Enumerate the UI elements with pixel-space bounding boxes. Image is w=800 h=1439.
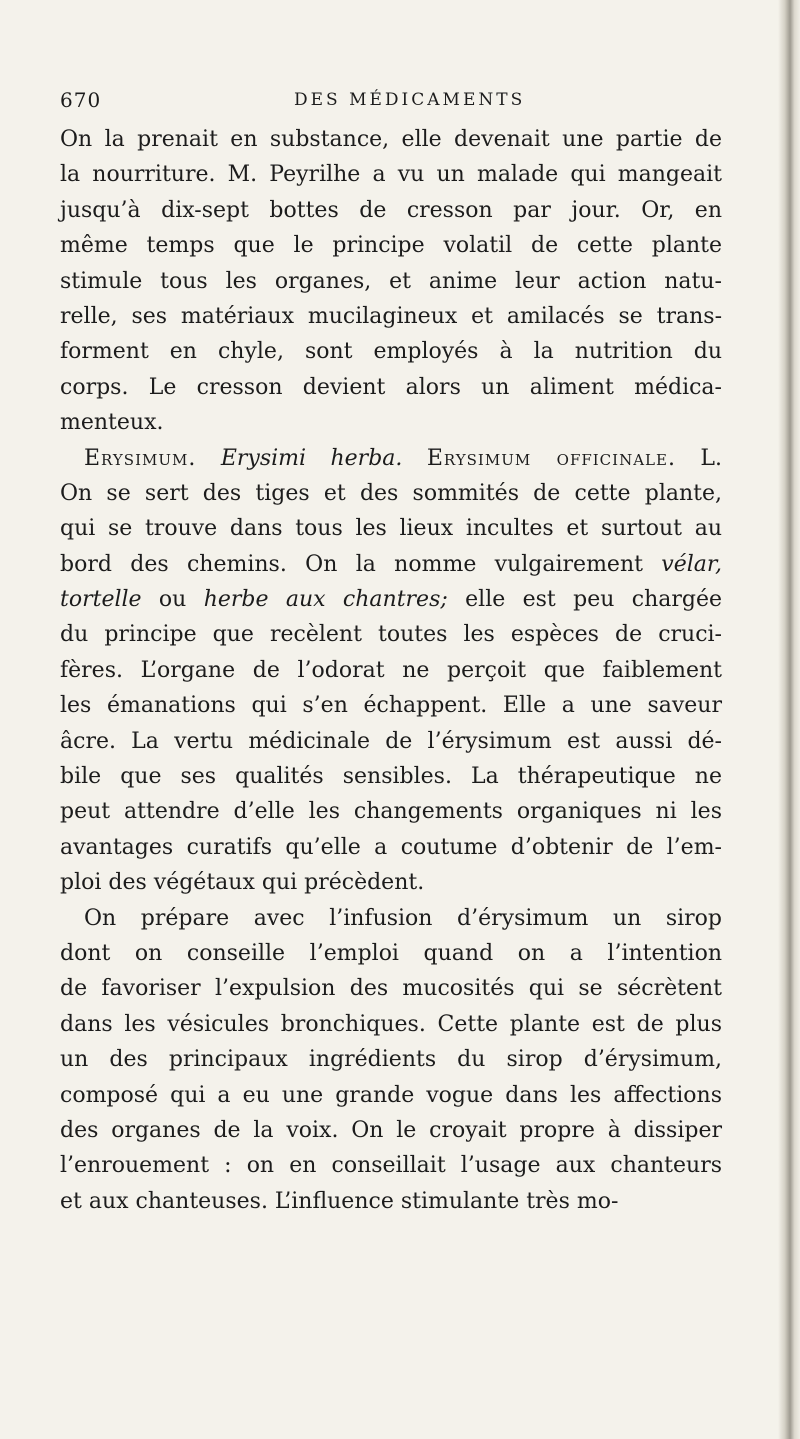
small-caps-term: Erysimum.: [84, 445, 197, 471]
text-line: des organes de la voix. On le croyait propre à dissiper: [60, 1117, 722, 1143]
text-segment: L.: [675, 445, 722, 471]
text-line: On se sert des tiges et des sommités de cette plante,: [60, 480, 722, 506]
italic-term: Erysimi herba.: [220, 445, 403, 471]
text-line: âcre. La vertu médicinale de l’érysimum est aussi dé-: [60, 728, 722, 754]
text-line: bile que ses qualités sensibles. La thérapeutique ne: [60, 764, 722, 790]
text-line: composé qui a eu une grande vogue dans les affections: [60, 1082, 722, 1108]
text-line: forment en chyle, sont employés à la nutrition du: [60, 339, 722, 365]
page-header: [60, 88, 720, 118]
text-line: fères. L’organe de l’odorat ne perçoit que faiblement: [60, 657, 722, 683]
text-line: la nourriture. M. Peyrilhe a vu un malade qui mangeait: [60, 162, 722, 188]
text-line: relle, ses matériaux mucilagineux et amilacés se trans-: [60, 303, 722, 329]
text-segment: [402, 446, 426, 471]
italic-term: herbe aux chantres;: [203, 587, 448, 613]
italic-term: tortelle: [60, 587, 142, 613]
text-line: peut attendre d’elle les changements organiques ni les: [60, 799, 722, 825]
text-line: et aux chanteuses. L’influence stimulante très mo-: [60, 1188, 619, 1214]
text-segment: elle est peu chargée: [447, 587, 722, 613]
text-line: corps. Le cresson devient alors un aliment médica-: [60, 374, 722, 400]
text-line: l’enrouement : on en conseillait l’usage aux chanteurs: [60, 1153, 722, 1179]
text-line: stimule tous les organes, et anime leur action natu-: [60, 268, 722, 294]
italic-term: vélar,: [661, 551, 722, 577]
text-line: de favoriser l’expulsion des mucosités qui se sécrètent: [60, 976, 722, 1002]
text-segment: [196, 446, 220, 471]
page-edge-shadow: [778, 0, 800, 1439]
text-line: ploi des végétaux qui précèdent.: [60, 870, 425, 896]
text-line: avantages curatifs qu’elle a coutume d’obtenir de l’em-: [60, 834, 722, 860]
running-head: DES MÉDICAMENTS: [294, 90, 526, 110]
text-line: [60, 582, 722, 617]
text-line: menteux.: [60, 410, 164, 436]
text-segment: ou: [141, 587, 204, 613]
text-line: On prépare avec l’infusion d’érysimum un sirop: [84, 905, 722, 931]
text-line: [60, 441, 722, 476]
text-line: On la prenait en substance, elle devenait une partie de: [60, 127, 722, 152]
text-line: les émanations qui s’en échappent. Elle a une saveur: [60, 693, 722, 719]
small-caps-term: Erysimum officinale.: [426, 445, 676, 471]
text-line: qui se trouve dans tous les lieux incultes et surtout au: [60, 516, 722, 542]
page-number: 670: [60, 88, 102, 112]
text-line: un des principaux ingrédients du sirop d’érysimum,: [60, 1047, 722, 1073]
text-line: dans les vésicules bronchiques. Cette plante est de plus: [60, 1011, 722, 1037]
text-segment: bord des chemins. On la nomme vulgairement: [60, 551, 662, 577]
text-line: dont on conseille l’emploi quand on a l’intention: [60, 940, 722, 966]
text-line: même temps que le principe volatil de cette plante: [60, 233, 722, 259]
text-line: [60, 547, 722, 582]
body-text: [60, 122, 722, 1219]
text-line: jusqu’à dix-sept bottes de cresson par jour. Or, en: [60, 197, 722, 223]
text-line: du principe que recèlent toutes les espèces de cruci-: [60, 622, 722, 648]
